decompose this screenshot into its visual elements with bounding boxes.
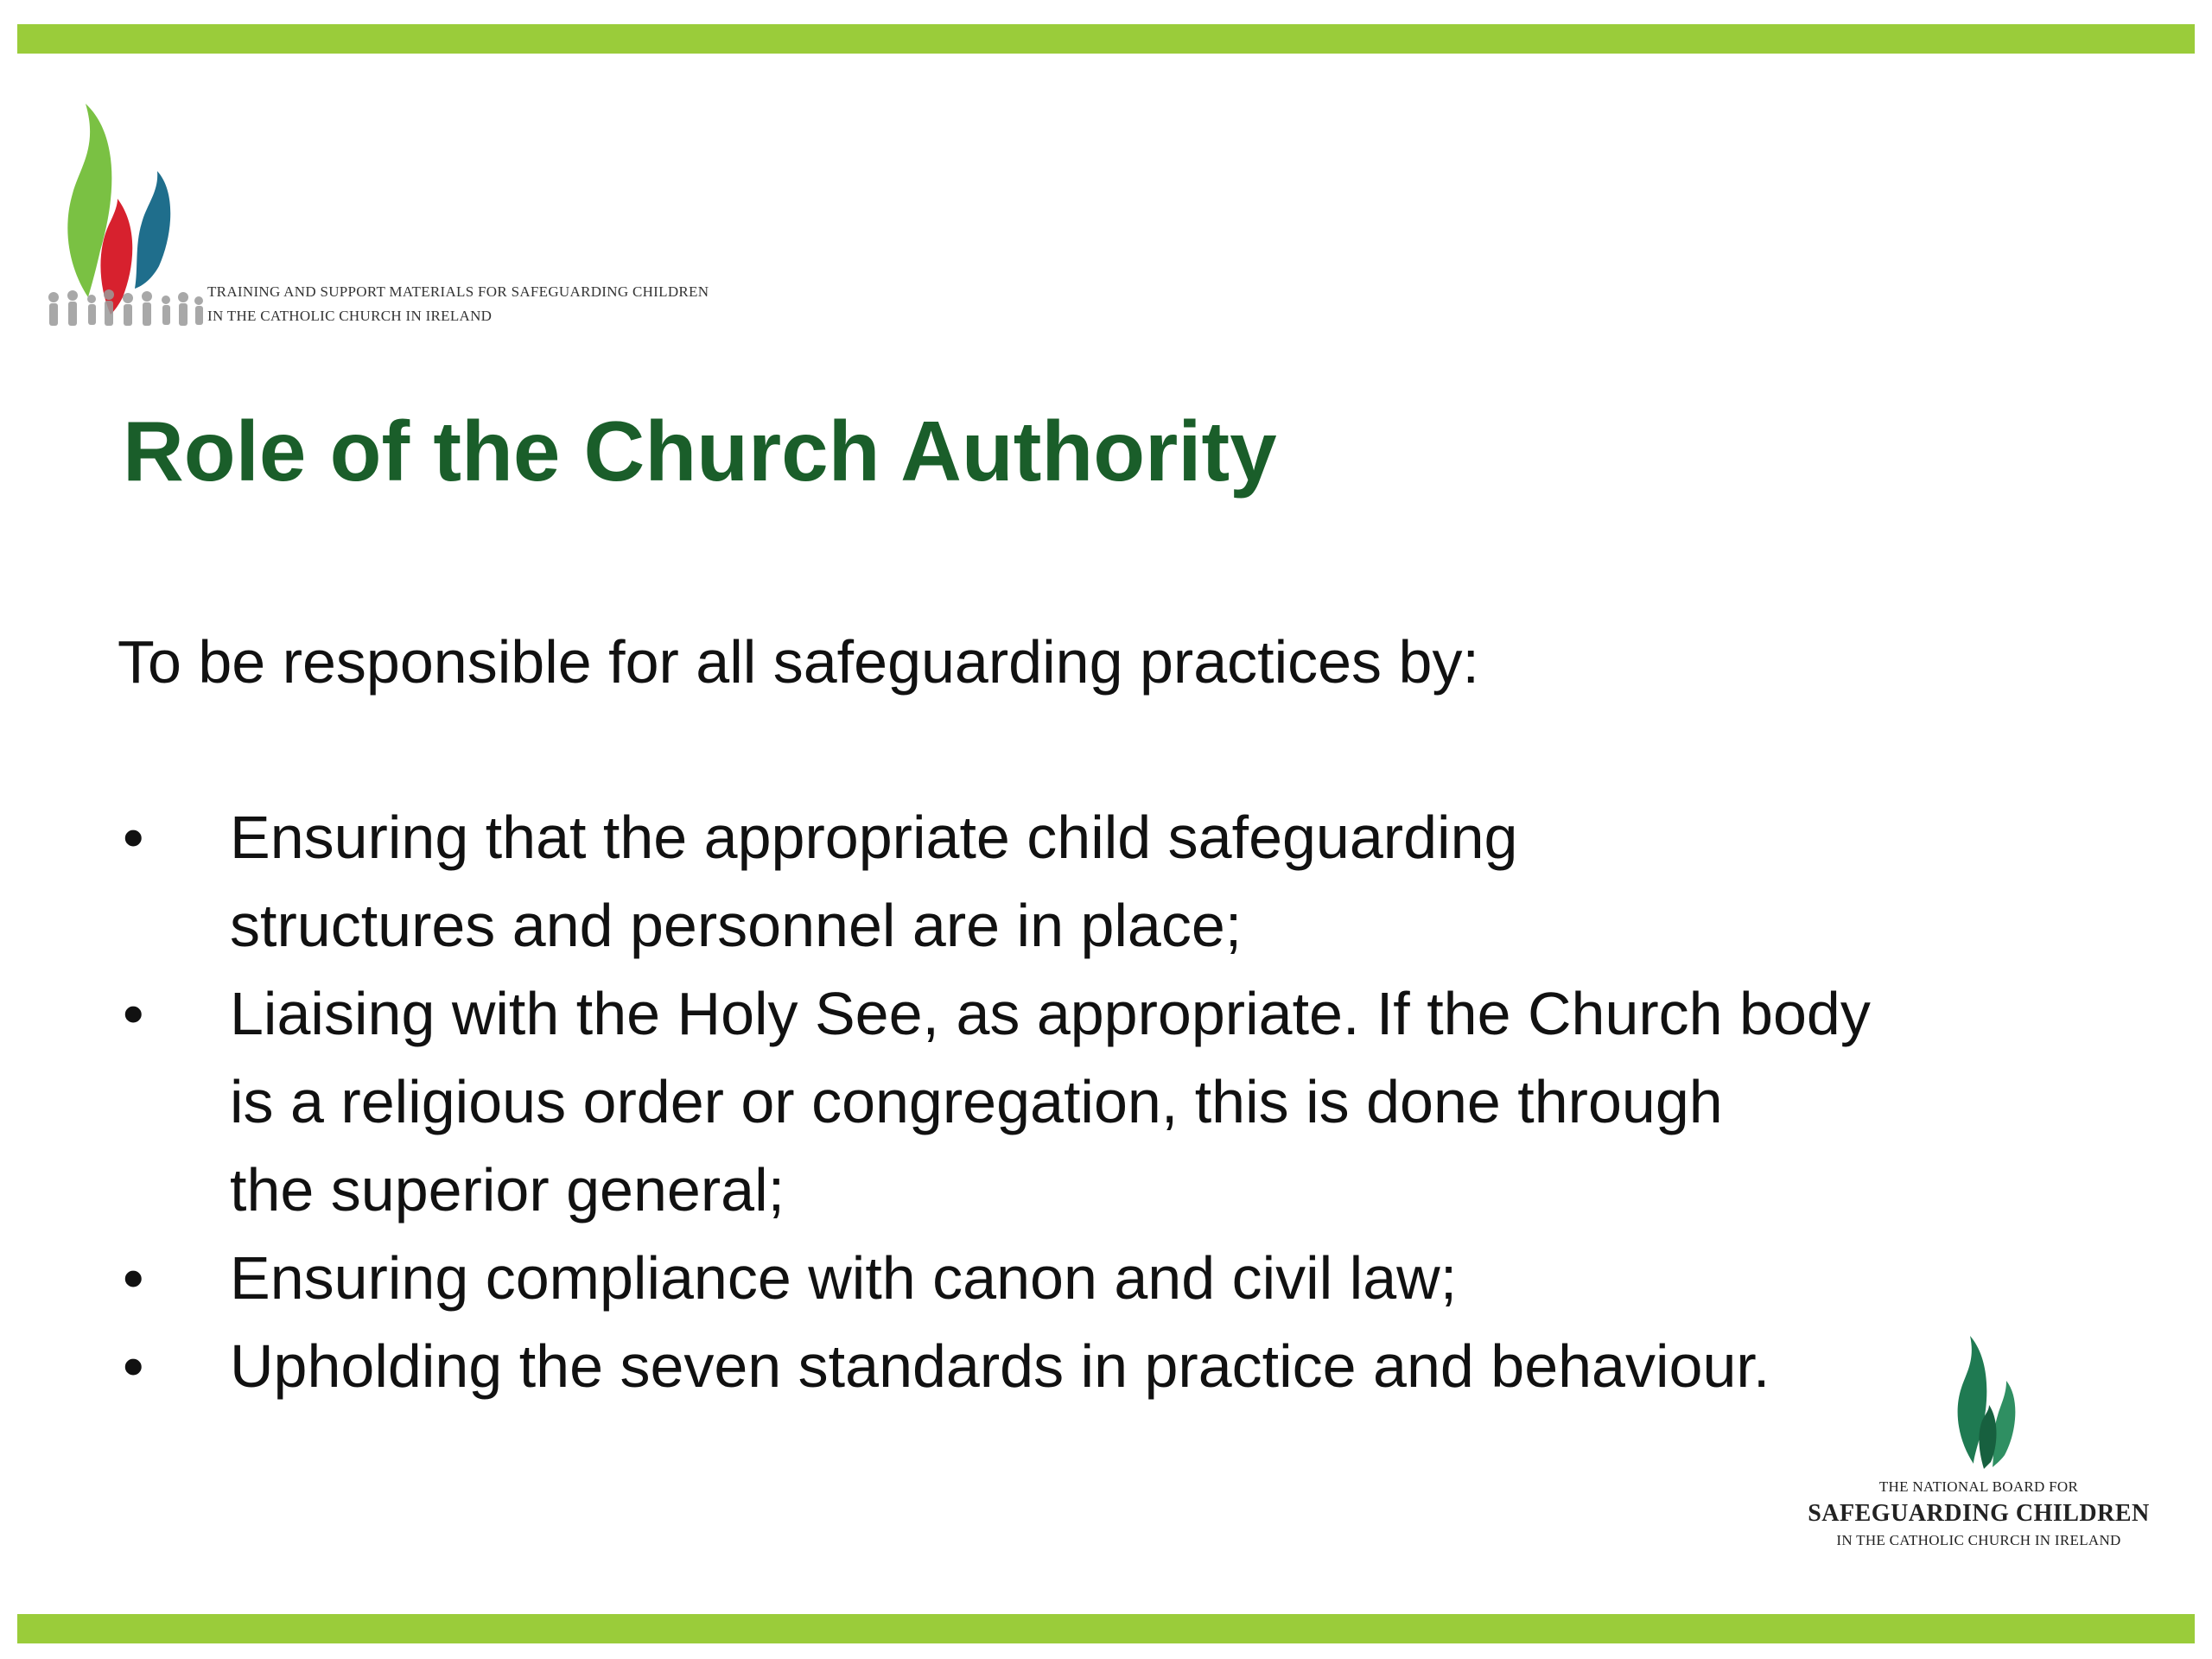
national-board-logo-text: [1780, 1476, 2177, 1552]
slide-title: Role of the Church Authority: [123, 404, 1277, 499]
bottom-accent-bar: [17, 1614, 2195, 1643]
bullet-dot: •: [123, 980, 144, 1047]
board-line-3: IN THE CATHOLIC CHURCH IN IRELAND: [1836, 1532, 2121, 1548]
top-accent-bar: [17, 24, 2195, 54]
materials-tagline: [207, 280, 709, 328]
bullet-line: Upholding the seven standards in practice and behaviour.: [230, 1332, 1770, 1400]
bullet-line: is a religious order or congregation, this is done through: [230, 1068, 1723, 1135]
bullet-line: Ensuring that the appropriate child safeguarding: [230, 804, 1518, 871]
bullet-line: the superior general;: [230, 1156, 785, 1224]
bullet-item-holy-see: [118, 969, 2105, 1234]
bullet-dot: •: [123, 1244, 144, 1312]
bullet-item-structures: [118, 793, 2105, 969]
bullet-dot: •: [123, 1332, 144, 1400]
bullet-text: [230, 793, 2105, 969]
bullet-dot: •: [123, 804, 144, 871]
tagline-line-1: TRAINING AND SUPPORT MATERIALS FOR SAFEGUARDING CHILDREN: [207, 283, 709, 300]
board-line-1: THE NATIONAL BOARD FOR: [1878, 1478, 2079, 1495]
bullet-item-compliance: [118, 1234, 2105, 1322]
bullet-line: Ensuring compliance with canon and civil law;: [230, 1244, 1458, 1312]
bullet-list: [118, 793, 2105, 1410]
bullet-line: Liaising with the Holy See, as appropriate. If the Church body: [230, 980, 1871, 1047]
bullet-item-standards: [118, 1322, 2105, 1410]
board-line-2: SAFEGUARDING CHILDREN: [1808, 1500, 2150, 1527]
bullet-text: [230, 969, 2105, 1234]
tagline-line-2: IN THE CATHOLIC CHURCH IN IRELAND: [207, 308, 493, 324]
flame-children-logo-icon: [38, 97, 211, 339]
intro-text: To be responsible for all safeguarding practices by:: [118, 628, 1479, 696]
flame-logo-icon: [1944, 1331, 2031, 1469]
bullet-text: [230, 1234, 2105, 1322]
bullet-text: [230, 1322, 2105, 1410]
bullet-line: structures and personnel are in place;: [230, 892, 1243, 959]
